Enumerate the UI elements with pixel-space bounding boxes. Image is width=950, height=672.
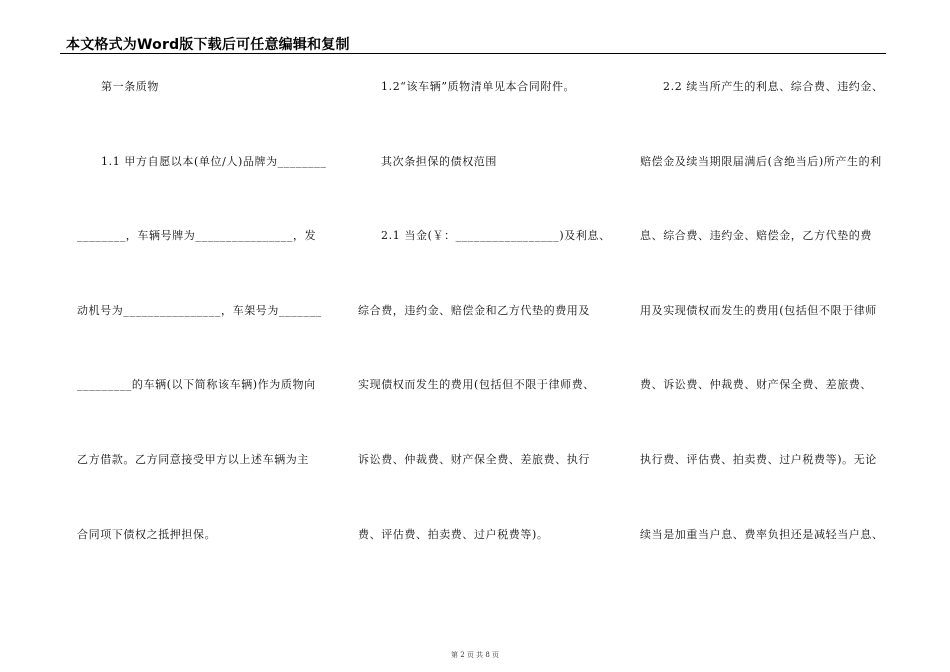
header-rule [60, 53, 886, 54]
text-line: ________，车辆号牌为________________，发 [77, 229, 317, 242]
text-line: 综合费，违约金、赔偿金和乙方代垫的费用及 [358, 304, 590, 317]
text-line: 赔偿金及续当期限届满后(含绝当后)所产生的利 [640, 155, 882, 168]
text-line: 2.2 续当所产生的利息、综合费、违约金、 [663, 80, 884, 93]
text-line: 1.2“该车辆”质物清单见本合同附件。 [381, 80, 576, 93]
text-line: 续当是加重当户息、费率负担还是减轻当户息、 [640, 528, 884, 541]
text-line: 合同项下债权之抵押担保。 [77, 528, 217, 541]
text-line: 费、评估费、拍卖费、过户税费等)。 [358, 528, 549, 541]
text-line: 息、综合费、违约金、赔偿金，乙方代垫的费 [640, 229, 872, 242]
text-line: 用及实现债权而发生的费用(包括但不限于律师 [640, 304, 877, 317]
text-line: 执行费、评估费、拍卖费、过户税费等)。无论 [640, 453, 877, 466]
text-line: 1.1 甲方自愿以本(单位/人)品牌为________ [101, 155, 327, 168]
text-line: _________的车辆(以下简称该车辆)作为质物向 [77, 378, 316, 391]
page-number-footer: 第 2 页 共 8 页 [450, 651, 500, 659]
text-line: 第一条质物 [101, 80, 159, 93]
text-line: 其次条担保的债权范围 [381, 155, 497, 168]
text-line: 乙方借款。乙方同意接受甲方以上述车辆为主 [77, 453, 309, 466]
text-line: 诉讼费、仲裁费、财产保全费、差旅费、执行 [358, 453, 590, 466]
document-header-title: 本文格式为Word版下载后可任意编辑和复制 [66, 37, 350, 53]
text-line: 动机号为________________，车架号为_______ [77, 304, 322, 317]
text-line: 实现债权而发生的费用(包括但不限于律师费、 [358, 378, 595, 391]
text-line: 2.1 当金(￥：_________________)及利息、 [381, 229, 611, 242]
text-line: 费、诉讼费、仲裁费、财产保全费、差旅费、 [640, 378, 872, 391]
